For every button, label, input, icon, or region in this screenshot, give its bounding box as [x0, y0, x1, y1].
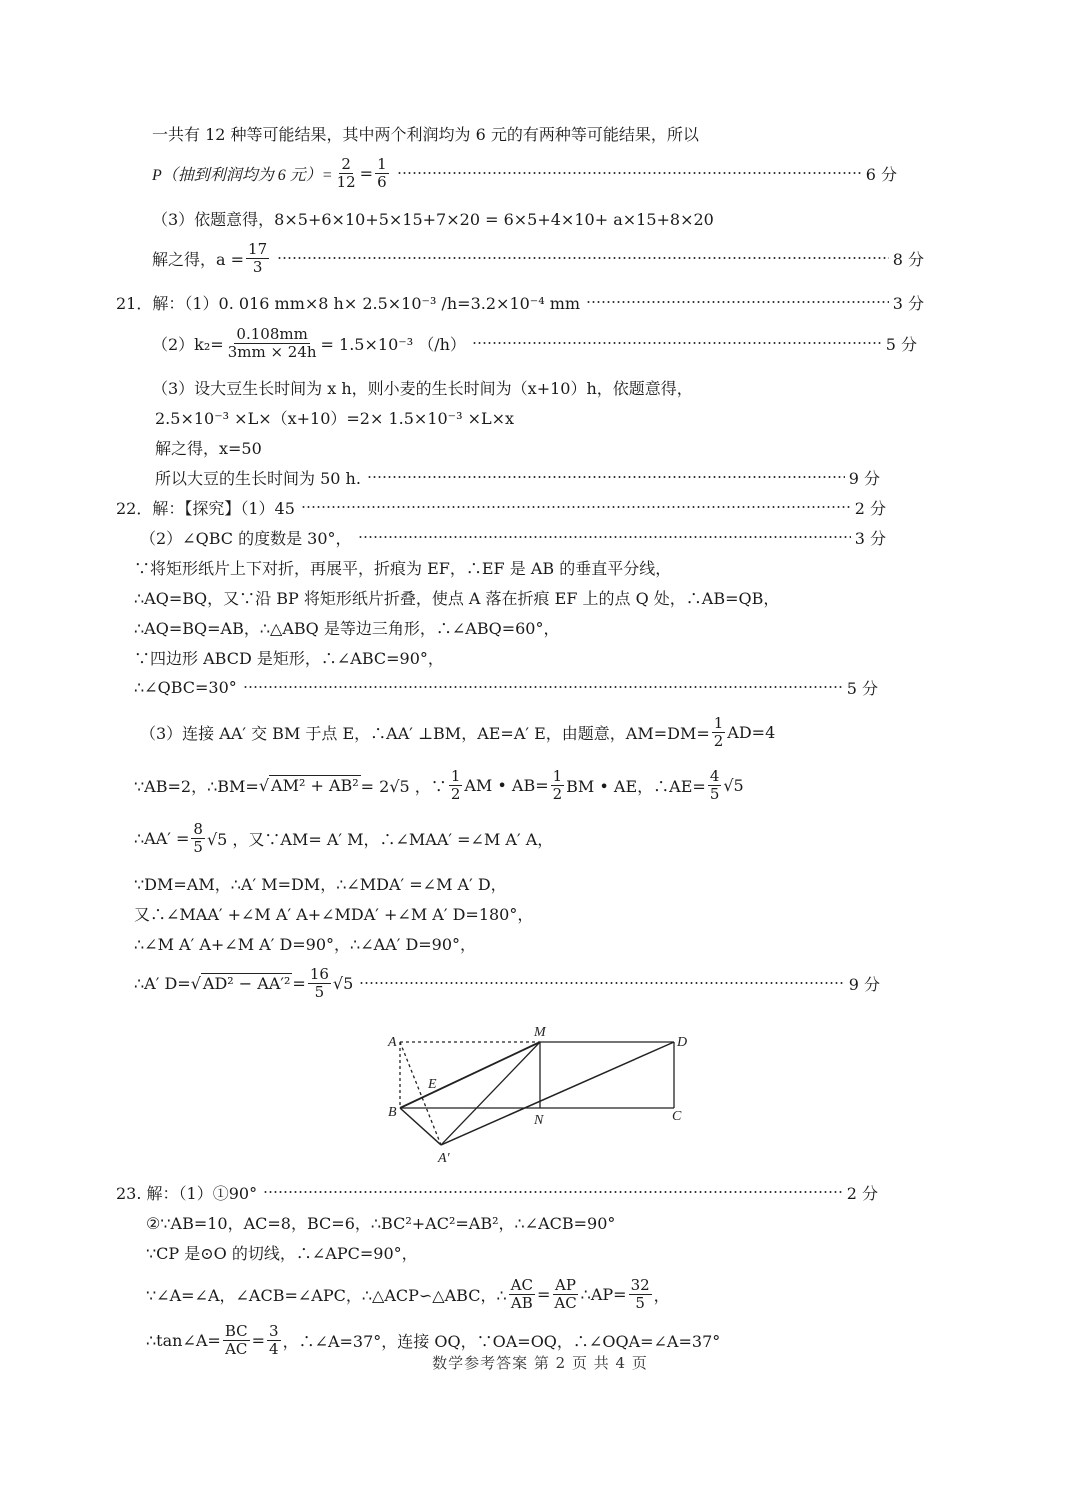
dot-leader [277, 257, 889, 259]
page-footer: 数学参考答案 第 2 页 共 4 页 [432, 1354, 648, 1372]
q23-line-3: ∵CP 是⊙O 的切线，∴∠APC=90°， [146, 1243, 418, 1263]
dot-leader [263, 1191, 843, 1193]
label-E: E [428, 1077, 437, 1092]
score: 9 分 [848, 974, 880, 994]
score: 5 分 [846, 678, 878, 698]
fraction: $\frac{3}{4}$ [269, 1322, 279, 1358]
fraction: $\frac{1}{2}$ [713, 714, 724, 750]
fraction: $\frac{1}{2}$ [552, 767, 563, 803]
dot-leader [243, 686, 843, 688]
fraction: $\frac{2}{12}$ [336, 155, 356, 191]
fraction: $\frac{AC}{AB}$ [510, 1276, 533, 1312]
dot-leader [472, 342, 882, 344]
fraction: $\frac{17}{3}$ [248, 240, 268, 276]
geometry-diagram [386, 1020, 696, 1170]
q22-line-1: 22．解：【探究】（1）45 2 分 [116, 487, 886, 527]
q22-line-5: ∴AQ=BQ=AB，∴△ABQ 是等边三角形，∴∠ABQ=60°， [134, 618, 560, 638]
score: 5 分 [885, 334, 917, 354]
q21-line-6: 所以大豆的生长时间为 50 h. 9 分 [155, 457, 880, 497]
dot-leader [586, 301, 889, 303]
label-N: N [534, 1113, 544, 1128]
q21-line-2: （2）k₂= $\frac{0.108mm}{3mm \times 24h}$ = 1.5×10⁻³ （/h） 5 分 [152, 325, 917, 361]
fraction: $\frac{8}{5}$ [193, 820, 203, 856]
dot-leader [359, 982, 844, 984]
fraction: $\frac{1}{6}$ [377, 155, 387, 191]
q22-line-2: （2）∠QBC 的度数是 30°， 3 分 [140, 517, 886, 557]
q20-line-4: 解之得，a = $\frac{17}{3}$ 8 分 [152, 240, 924, 276]
label-B: B [388, 1105, 397, 1120]
score: 9 分 [848, 468, 880, 488]
label-D: D [677, 1035, 688, 1050]
fraction: $\frac{16}{5}$ [309, 965, 329, 1001]
q22-line-12: 又∴∠MAA′ +∠M A′ A+∠MDA′ +∠M A′ D=180°， [134, 904, 534, 924]
fraction: $\frac{4}{5}$ [709, 767, 720, 803]
fraction: $\frac{32}{5}$ [630, 1276, 650, 1312]
q22-line-10: ∴AA′ = $\frac{8}{5}$ √5 ，又∵AM= A′ M，∴∠MAA′ =∠M A′ A， [134, 820, 554, 856]
q22-line-6: ∵四边形 ABCD 是矩形，∴∠ABC=90°， [134, 648, 444, 668]
score: 6 分 [865, 164, 897, 184]
fraction: $\frac{BC}{AC}$ [224, 1322, 248, 1358]
q21-line-5: 解之得，x=50 [155, 438, 262, 458]
q20-line-2: P（抽到利润均为 6 元）= $\frac{2}{12}$ = $\frac{1}{6}$ 6 分 [152, 155, 897, 191]
q23-line-1: 23. 解：（1）①90° 2 分 [116, 1172, 878, 1212]
fraction: $\frac{1}{2}$ [450, 767, 461, 803]
score: 8 分 [892, 249, 924, 269]
label-C: C [672, 1109, 682, 1124]
fraction: $\frac{AP}{AC}$ [554, 1276, 577, 1312]
q22-line-9: ∵AB=2，∴BM= √ AM² + AB² = 2√5 ，∵ $\frac{1}{2}$ AM • AB= $\frac{1}{2}$ BM • AE，∴AE= $\frac{4}{5}$ √5 [134, 767, 744, 803]
label-M: M [534, 1025, 546, 1040]
dot-leader [367, 476, 845, 478]
score: 3 分 [854, 528, 886, 548]
q22-line-3: ∵将矩形纸片上下对折，再展平，折痕为 EF，∴EF 是 AB 的垂直平分线， [134, 558, 672, 578]
score: 3 分 [892, 293, 924, 313]
q22-line-7: ∴∠QBC=30° 5 分 [134, 677, 878, 698]
fraction: $\frac{0.108mm}{3mm \times 24h}$ [227, 325, 317, 361]
q22-line-14: ∴A′ D= √ AD² − AA′² = $\frac{16}{5}$ √5 9 分 [134, 965, 880, 1001]
score: 2 分 [854, 498, 886, 518]
q22-line-8: （3）连接 AA′ 交 BM 于点 E，∴AA′ ⊥BM，AE=A′ E，由题意，AM=DM= $\frac{1}{2}$ AD=4 [140, 714, 776, 750]
q23-line-5: ∴tan∠A= $\frac{BC}{AC}$ = $\frac{3}{4}$ ，∴∠A=37°，连接 OQ，∵OA=OQ，∴∠OQA=∠A=37° [146, 1322, 721, 1358]
q22-line-4: ∴AQ=BQ，又∵沿 BP 将矩形纸片折叠，使点 A 落在折痕 EF 上的点 Q 处，∴AB=QB， [134, 588, 780, 608]
label-A-prime: A′ [438, 1151, 450, 1166]
q22-line-11: ∵DM=AM，∴A′ M=DM，∴∠MDA′ =∠M A′ D， [134, 874, 507, 894]
q22-line-13: ∴∠M A′ A+∠M A′ D=90°，∴∠AA′ D=90°， [134, 934, 477, 954]
q21-line-4: 2.5×10⁻³ ×L×（x+10）=2× 1.5×10⁻³ ×L×x [155, 408, 515, 428]
score: 2 分 [846, 1183, 878, 1203]
dot-leader [301, 506, 851, 508]
q23-line-2: ②∵AB=10，AC=8，BC=6，∴BC²+AC²=AB²，∴∠ACB=90° [146, 1213, 616, 1233]
q20-line-1: 一共有 12 种等可能结果，其中两个利润均为 6 元的有两种等可能结果，所以 [152, 124, 699, 144]
dot-leader [397, 172, 862, 174]
label-A: A [388, 1035, 397, 1050]
q20-line-3: （3）依题意得，8×5+6×10+5×15+7×20 = 6×5+4×10+ a×15+8×20 [152, 209, 714, 229]
q21-line-1: 21．解：（1）0. 016 mm×8 h× 2.5×10⁻³ /h=3.2×10⁻⁴ mm 3 分 [116, 282, 924, 322]
dot-leader [358, 536, 851, 538]
q23-line-4: ∵∠A=∠A，∠ACB=∠APC，∴△ACP∽△ABC，∴ $\frac{AC}{AB}$ = $\frac{AP}{AC}$ ∴AP= $\frac{32}{5}$ ， [146, 1276, 670, 1312]
q21-line-3: （3）设大豆生长时间为 x h，则小麦的生长时间为（x+10）h，依题意得， [152, 378, 693, 398]
